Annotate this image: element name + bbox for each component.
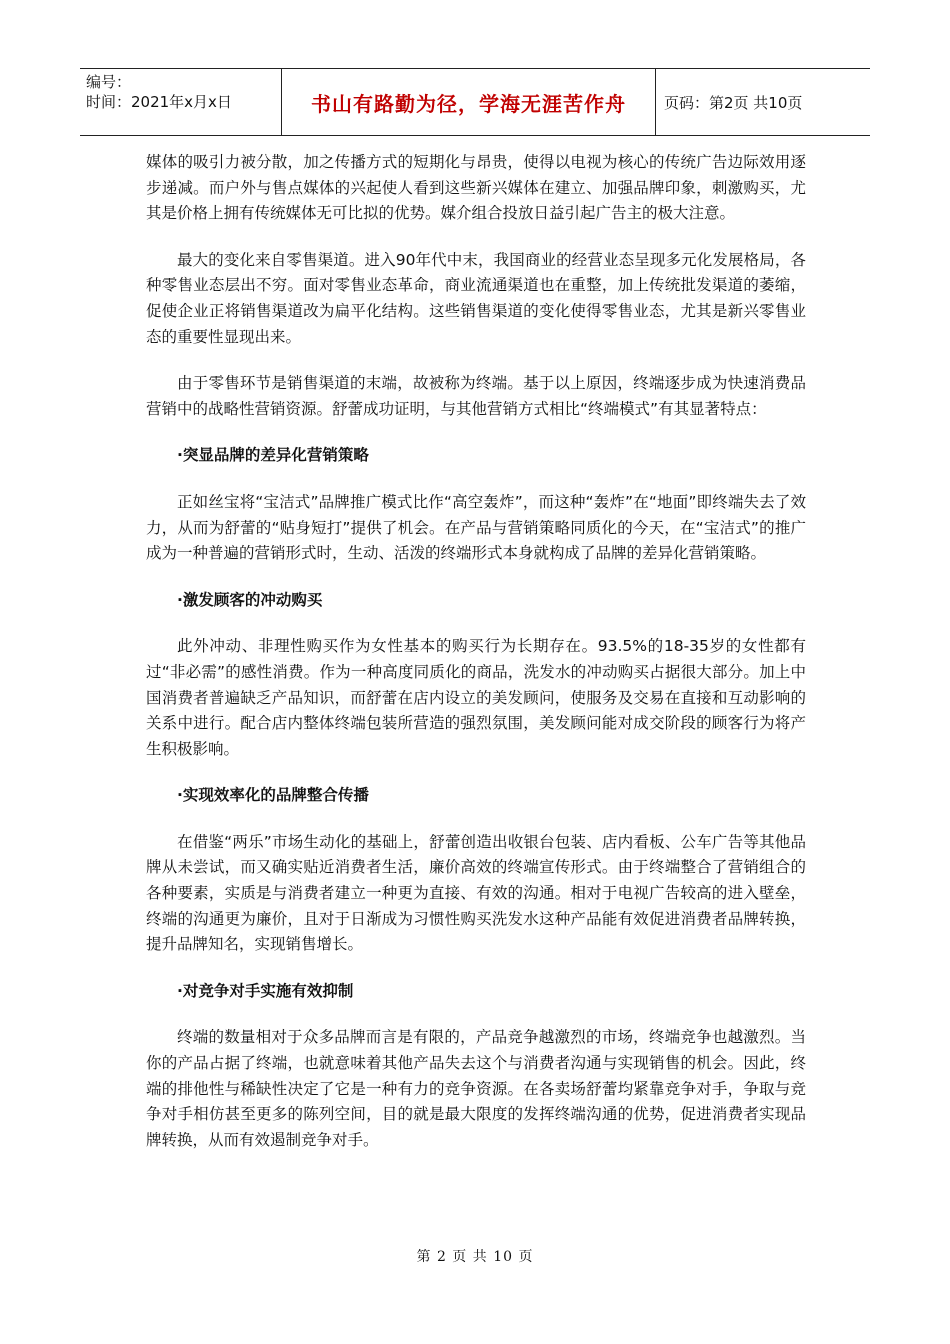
header-motto: 书山有路勤为径，学海无涯苦作舟 (282, 69, 656, 135)
section-heading: ·实现效率化的品牌整合传播 (177, 786, 369, 805)
number-label: 编号： (86, 73, 132, 91)
section-heading: ·激发顾客的冲动购买 (177, 590, 323, 609)
page-header (80, 68, 870, 136)
paragraph: 媒体的吸引力被分散，加之传播方式的短期化与昂贵，使得以电视为核心的传统广告边际效用逐步递减。而户外与售点媒体的兴起使人看到这些新兴媒体在建立、加强品牌印象，刺激购买，尤其是价格上拥有传统媒体无可比拟的优势。媒介组合投放日益引起广告主的极大注意。 (146, 153, 806, 223)
header-meta (80, 69, 282, 135)
header-page-label: 页码：第2页 共10页 (664, 93, 803, 112)
paragraph: 终端的数量相对于众多品牌而言是有限的，产品竞争越激烈的市场，终端竞争也越激烈。当你的产品占据了终端，也就意味着其他产品失去这个与消费者沟通与实现销售的机会。因此，终端的排他性与稀缺性决定了它是一种有力的竞争资源。在各卖场舒蕾均紧靠竞争对手，争取与竞争对手相仿甚至更多的陈列空间，目的就是最大限度的发挥终端沟通的优势，促进消费者实现品牌转换，从而有效遏制竞争对手。 (146, 1028, 806, 1149)
page-footer: 第 2 页 共 10 页 (416, 1249, 534, 1265)
paragraph: 在借鉴“两乐”市场生动化的基础上，舒蕾创造出收银台包装、店内看板、公车广告等其他品牌从未尝试，而又确实贴近消费者生活，廉价高效的终端宣传形式。由于终端整合了营销组合的各种要素，实质是与消费者建立一种更为直接、有效的沟通。相对于电视广告较高的进入壁垒，终端的沟通更为廉价，且对于日渐成为习惯性购买洗发水这种产品能有效促进消费者品牌转换，提升品牌知名，实现销售增长。 (146, 832, 806, 954)
document-body (146, 150, 806, 1153)
paragraph: 最大的变化来自零售渠道。进入90年代中末，我国商业的经营业态呈现多元化发展格局，各种零售业态层出不穷。面对零售业态革命，商业流通渠道也在重整，加上传统批发渠道的萎缩，促使企业正将销售渠道改为扁平化结构。这些销售渠道的变化使得零售业态，尤其是新兴零售业态的重要性显现出来。 (146, 250, 806, 346)
paragraph: 此外冲动、非理性购买作为女性基本的购买行为长期存在。93.5%的18-35岁的女性都有过“非必需”的感性消费。作为一种高度同质化的商品，洗发水的冲动购买占据很大部分。加上中国消费者普遍缺乏产品知识，而舒蕾在店内设立的美发顾问，使服务及交易在直接和互动影响的关系中进行。配合店内整体终端包装所营造的强烈氛围，美发顾问能对成交阶段的顾客行为将产生积极影响。 (146, 637, 806, 758)
section-heading: ·突显品牌的差异化营销策略 (177, 446, 369, 465)
section-heading: ·对竞争对手实施有效抑制 (177, 981, 354, 1000)
paragraph: 正如丝宝将“宝洁式”品牌推广模式比作“高空轰炸”，而这种“轰炸”在“地面”即终端失去了效力，从而为舒蕾的“贴身短打”提供了机会。在产品与营销策略同质化的今天，在“宝洁式”的推广成为一种普遍的营销形式时，生动、活泼的终端形式本身就构成了品牌的差异化营销策略。 (146, 492, 806, 563)
date-label: 时间：2021年x月x日 (86, 93, 232, 111)
paragraph: 由于零售环节是销售渠道的末端，故被称为终端。基于以上原因，终端逐步成为快速消费品营销中的战略性营销资源。舒蕾成功证明，与其他营销方式相比“终端模式”有其显著特点： (146, 374, 806, 418)
